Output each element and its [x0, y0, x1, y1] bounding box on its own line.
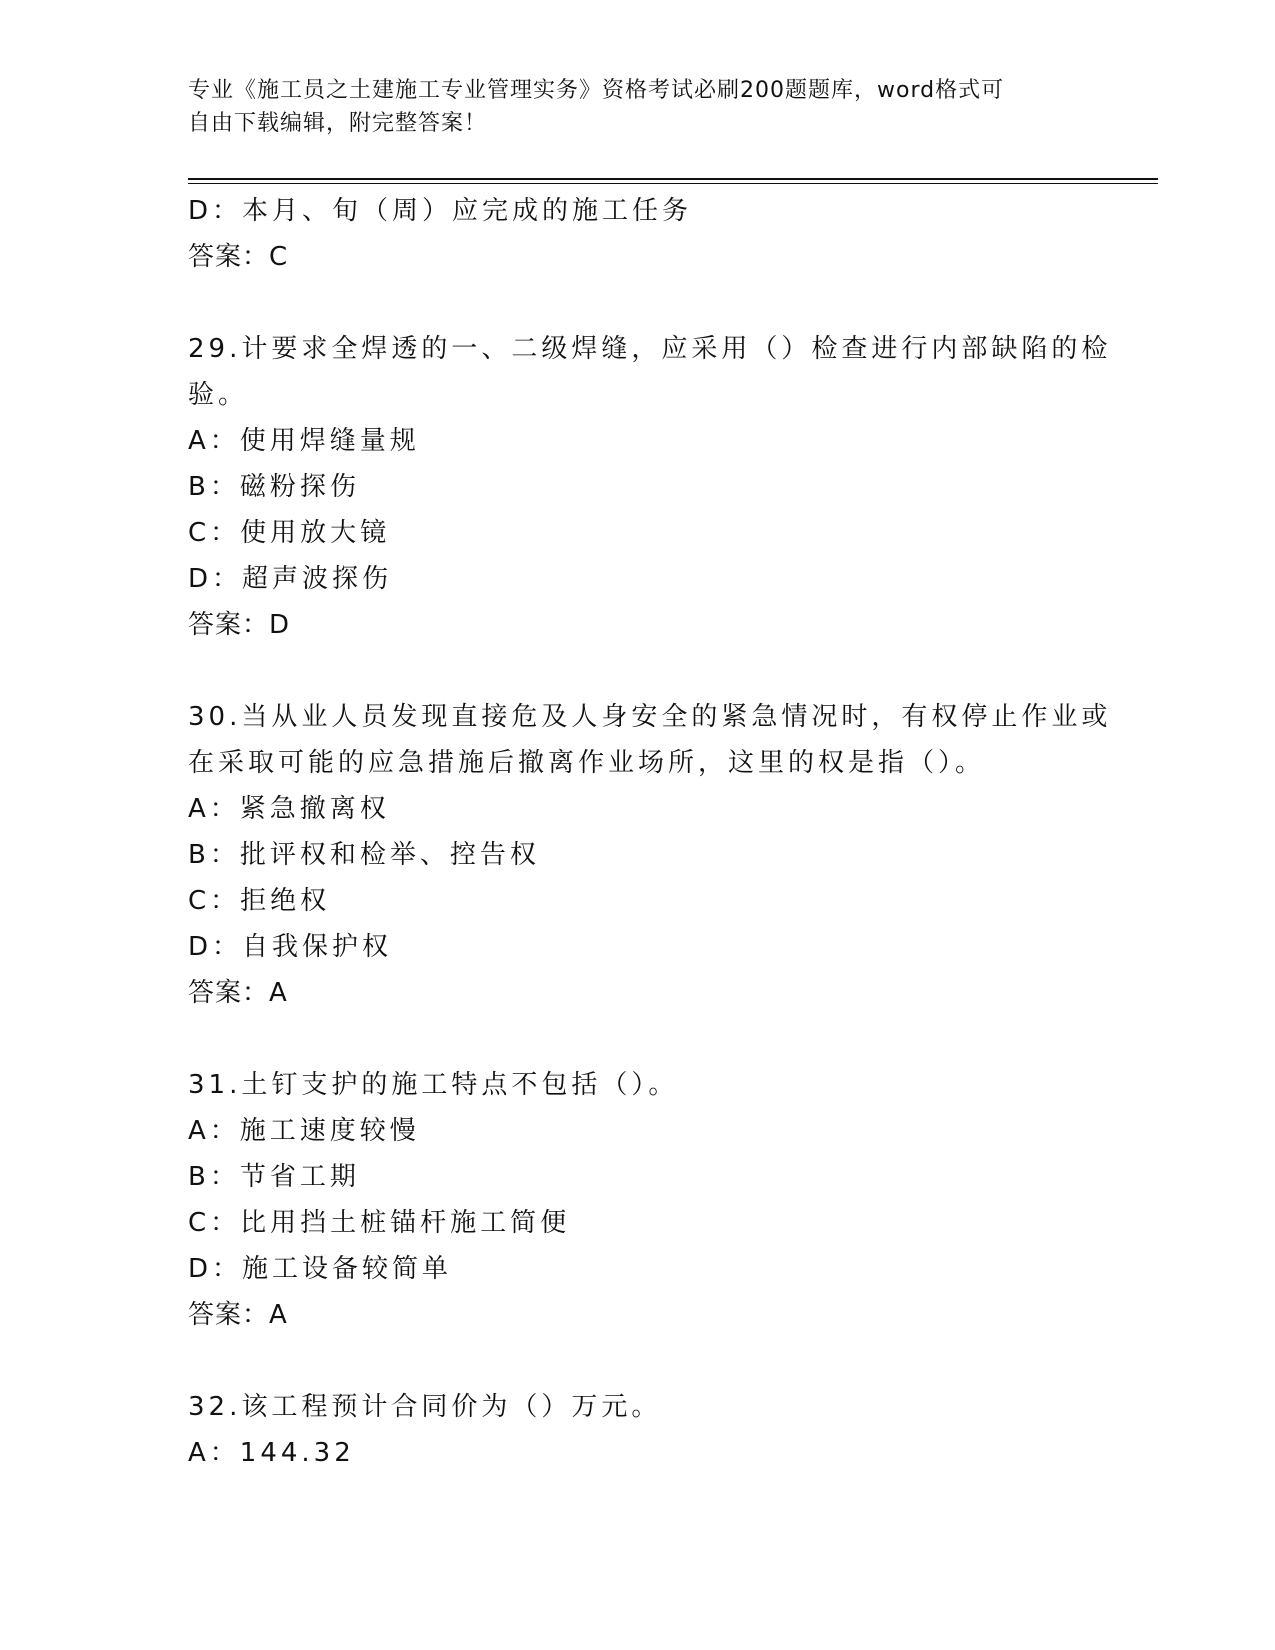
option-a: A：使用焊缝量规	[188, 426, 420, 456]
option-c: C：比用挡土桩锚杆施工简便	[188, 1208, 571, 1238]
option-d: D：施工设备较简单	[188, 1254, 453, 1284]
header-rule-thick	[188, 178, 1158, 180]
option-a: A：144.32	[188, 1438, 355, 1468]
prev-answer: 答案：C	[188, 242, 289, 272]
document-header	[188, 74, 1068, 140]
question-30	[188, 694, 1112, 1016]
question-29	[188, 326, 1112, 648]
answer: 答案：A	[188, 978, 288, 1008]
header-line-1: 专业《施工员之土建施工专业管理实务》资格考试必刷200题题库，word格式可	[188, 78, 1005, 103]
question-stem-cont: 验。	[188, 380, 249, 410]
answer: 答案：A	[188, 1300, 288, 1330]
header-rule-thin	[188, 183, 1158, 184]
question-stem-cont: 在采取可能的应急措施后撤离作业场所，这里的权是指（）。	[188, 748, 986, 778]
question-stem: 32.该工程预计合同价为（）万元。	[188, 1392, 662, 1422]
question-stem: 29.计要求全焊透的一、二级焊缝，应采用（）检查进行内部缺陷的检	[188, 334, 1112, 364]
answer: 答案：D	[188, 610, 291, 640]
option-d: D：超声波探伤	[188, 564, 393, 594]
question-list	[188, 188, 1112, 1476]
option-b: B：节省工期	[188, 1162, 360, 1192]
option-a: A：紧急撤离权	[188, 794, 390, 824]
question-stem: 31.土钉支护的施工特点不包括（）。	[188, 1070, 679, 1100]
prev-option-d: D：本月、旬（周）应完成的施工任务	[188, 196, 693, 226]
question-31	[188, 1062, 1088, 1338]
option-c: C：使用放大镜	[188, 518, 391, 548]
option-b: B：磁粉探伤	[188, 472, 360, 502]
header-line-2: 自由下载编辑，附完整答案！	[188, 111, 488, 136]
option-d: D：自我保护权	[188, 932, 393, 962]
option-b: B：批评权和检举、控告权	[188, 840, 540, 870]
question-32	[188, 1384, 1088, 1476]
option-a: A：施工速度较慢	[188, 1116, 420, 1146]
question-stem: 30.当从业人员发现直接危及人身安全的紧急情况时，有权停止作业或	[188, 702, 1112, 732]
option-c: C：拒绝权	[188, 886, 331, 916]
